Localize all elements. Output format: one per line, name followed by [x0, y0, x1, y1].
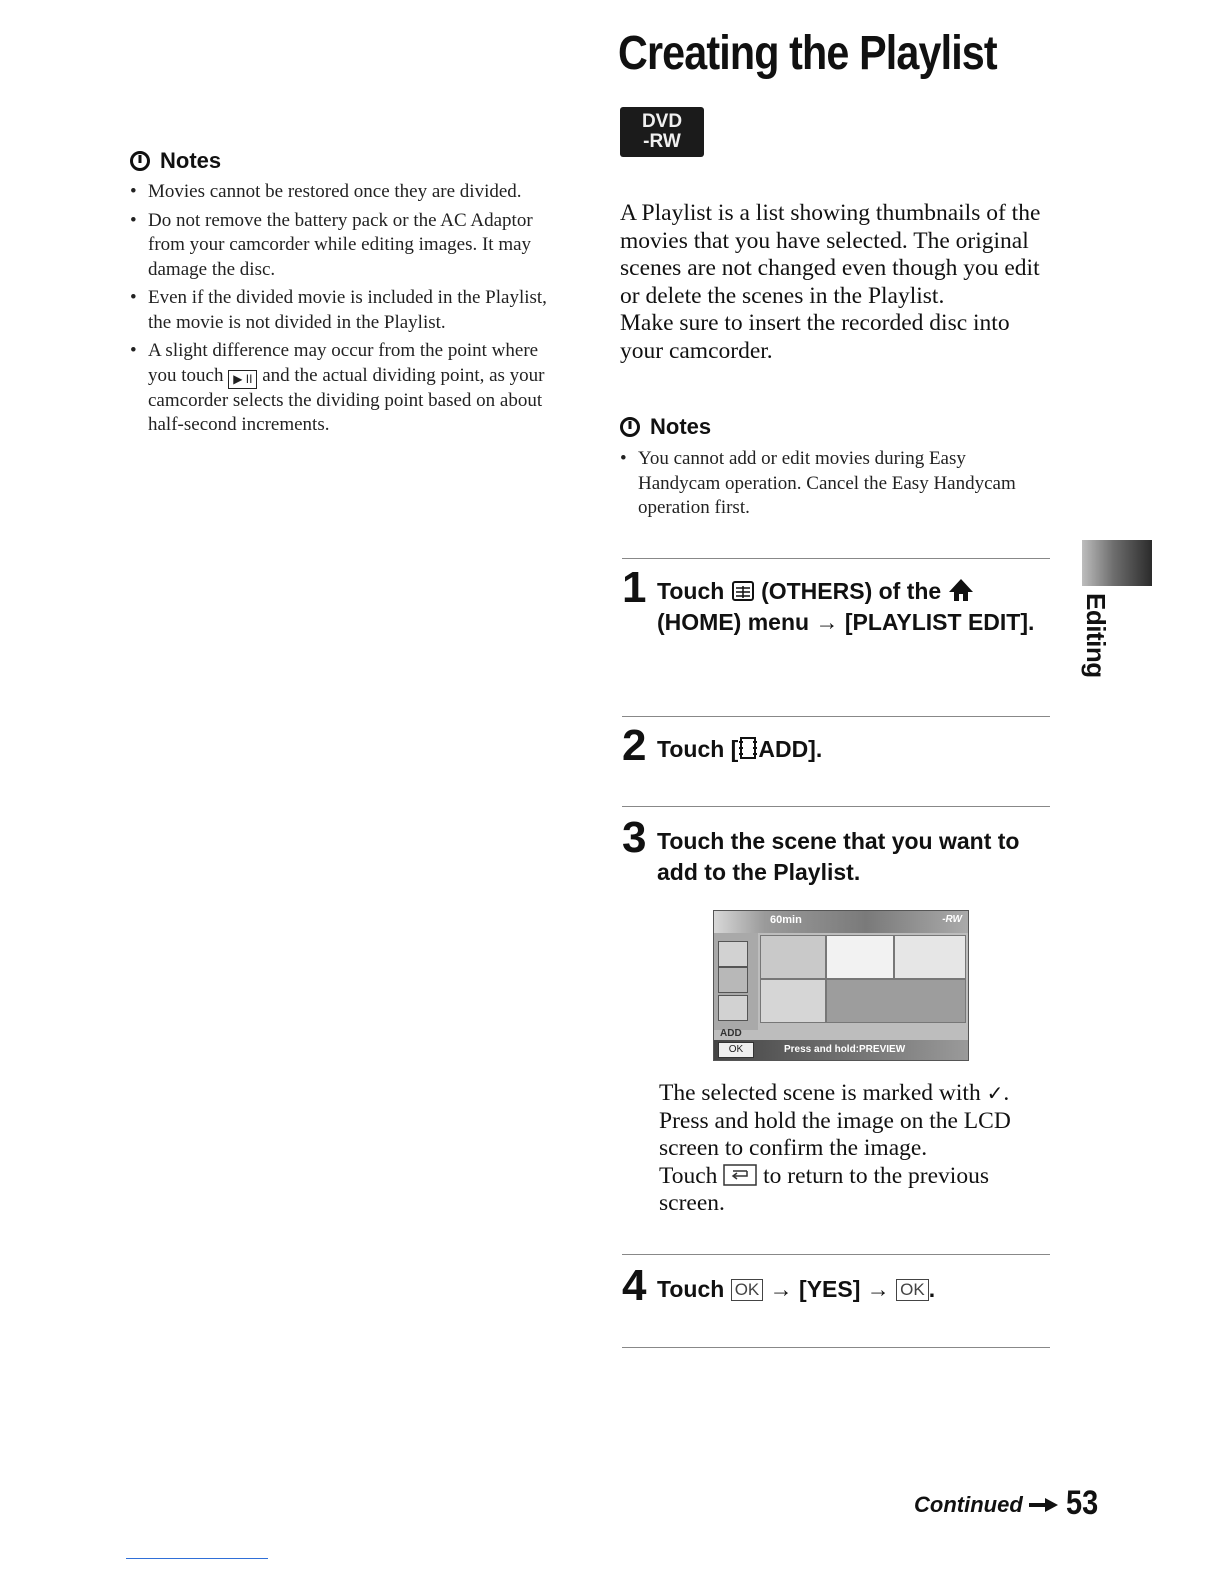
intro-text — [620, 200, 1050, 365]
step-instruction: Touch [ ADD]. — [657, 736, 823, 762]
list-item — [130, 339, 570, 438]
lcd-ok-button: OK — [718, 1042, 754, 1058]
lcd-screen-illustration — [713, 910, 969, 1061]
step-number: 1 — [622, 563, 647, 612]
footer-rule — [126, 1558, 268, 1559]
divider — [622, 1347, 1050, 1348]
list-item: • You cannot add or edit movies during Easy Handycam operation. Cancel the Easy Handycam operation first. — [620, 447, 1040, 521]
step-3 — [622, 813, 1062, 896]
step-3-line-2: Press and hold the image on the LCD screen to confirm the image. — [659, 1107, 1011, 1161]
right-notes-title: Notes — [650, 414, 712, 439]
section-tab-label: Editing — [1081, 593, 1111, 678]
lcd-scroll-up-button — [718, 941, 748, 967]
step-number: 4 — [622, 1261, 647, 1310]
list-item: • Do not remove the battery pack or the AC Adaptor from your camcorder while editing images. It may damage the disc. — [130, 209, 570, 283]
page-title: Creating the Playlist — [618, 27, 997, 80]
lcd-thumbnail-selected — [826, 935, 894, 979]
lcd-thumbnail — [760, 979, 826, 1023]
lcd-scroll-down-button — [718, 995, 748, 1021]
badge-line-1: DVD — [641, 111, 683, 132]
badge-line-2: -RW — [643, 131, 681, 152]
notes-icon — [130, 151, 150, 171]
dvd-rw-badge — [620, 107, 704, 157]
checkmark-icon: ✓ — [986, 1081, 1004, 1105]
note-text: A slight difference may occur from the point where you touch — [148, 340, 539, 386]
ok-button-glyph: OK — [731, 1279, 764, 1301]
divider — [622, 806, 1050, 807]
lcd-media-type: -RW — [942, 914, 962, 925]
step-4 — [622, 1261, 1062, 1324]
home-icon — [948, 578, 974, 602]
intro-paragraph-1: A Playlist is a list showing thumbnails of the movies that you have selected. The original scenes are not changed even though you edit or delete the scenes in the Playlist. — [620, 200, 1041, 309]
lcd-thumbnail — [760, 935, 826, 979]
lcd-remaining-time: 60min — [770, 914, 802, 926]
left-notes-heading — [130, 148, 221, 174]
lcd-return-button — [718, 967, 748, 993]
intro-paragraph-2: Make sure to insert the recorded disc into your camcorder. — [620, 310, 1010, 364]
left-notes-title: Notes — [160, 148, 222, 173]
divider — [622, 716, 1050, 717]
step-number: 2 — [622, 721, 647, 770]
step-instruction: Touch the scene that you want to add to the Playlist. — [657, 828, 1020, 885]
lcd-hint-text: Press and hold:PREVIEW — [784, 1044, 906, 1055]
lcd-thumbnail — [826, 979, 966, 1023]
step-2 — [622, 721, 1062, 784]
lcd-status-bar — [714, 911, 968, 933]
right-notes-heading — [620, 414, 711, 440]
step-3-description — [659, 1080, 1049, 1218]
return-icon — [723, 1164, 757, 1186]
ok-button-glyph: OK — [896, 1279, 929, 1301]
lcd-side-controls — [714, 933, 758, 1030]
arrow-right-icon — [1029, 1497, 1059, 1513]
step-number: 3 — [622, 813, 647, 862]
list-item: • Movies cannot be restored once they are divided. — [130, 180, 570, 205]
step-1 — [622, 563, 1062, 686]
section-tab-marker — [1082, 540, 1152, 586]
step-instruction: Touch (OTHERS) of the (HOME) menu → [PLAYLIST EDIT]. — [657, 578, 1035, 635]
note-text: and the actual dividing point, as your camcorder selects the dividing point based on about half-second increments. — [148, 364, 545, 435]
step-instruction: Touch OK → [YES] → OK . — [657, 1276, 936, 1302]
play-pause-button-glyph: ▶ II — [228, 370, 257, 389]
divider — [622, 1254, 1050, 1255]
step-3-line-3: Touch to return to the previous screen. — [659, 1162, 989, 1216]
film-add-icon — [738, 736, 758, 760]
lcd-add-label: ADD — [720, 1028, 742, 1039]
page-number: 53 — [1066, 1484, 1099, 1522]
step-3-line-1: The selected scene is marked with ✓. — [659, 1080, 1010, 1106]
divider — [622, 558, 1050, 559]
notes-icon — [620, 417, 640, 437]
left-notes-list — [130, 180, 570, 442]
continued-label: Continued — [914, 1492, 1059, 1518]
right-notes-list — [620, 447, 1040, 525]
lcd-bottom-bar — [714, 1040, 968, 1060]
others-icon — [731, 580, 755, 602]
list-item: • Even if the divided movie is included in the Playlist, the movie is not divided in the Playlist. — [130, 286, 570, 335]
lcd-thumbnail — [894, 935, 966, 979]
